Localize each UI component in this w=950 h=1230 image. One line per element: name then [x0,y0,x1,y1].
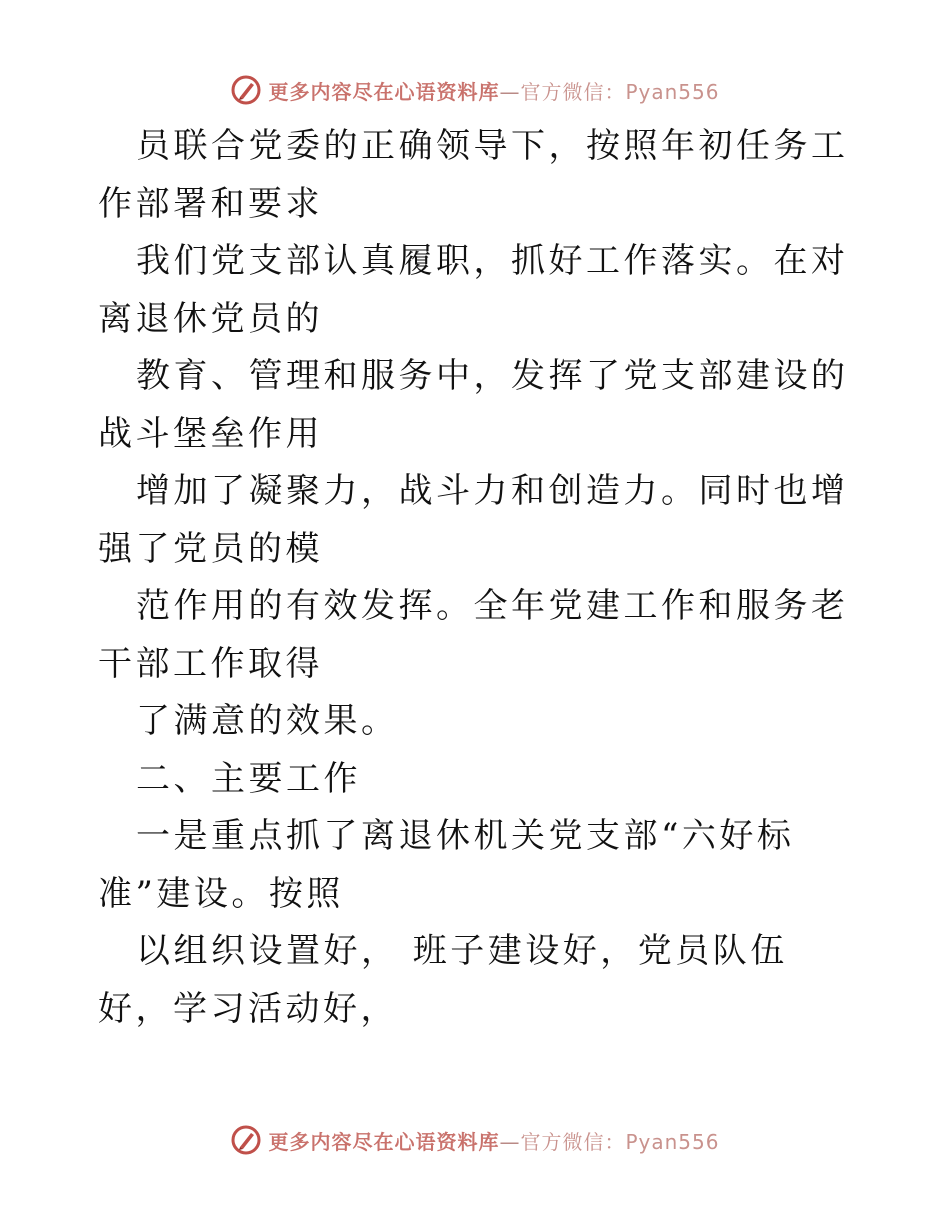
header-watermark-text [268,76,719,105]
paragraph: 员联合党委的正确领导下，按照年初任务工作部署和要求 [98,126,849,224]
paragraph: 了满意的效果。 [136,701,399,741]
footer-watermark-text [268,1126,719,1155]
footer-watermark-banner [0,1120,950,1160]
header-watermark-banner [0,70,950,110]
paragraph: 以组织设置好， 班子建设好，党员队伍好，学习活动好， [98,931,788,1029]
watermark-contact: 官方微信：Pyan556 [520,1129,720,1154]
watermark-lead: 更多内容尽在心语资料库 [268,1129,500,1154]
document-body [98,118,858,1038]
watermark-contact: 官方微信：Pyan556 [520,79,720,104]
watermark-dash: — [499,1129,521,1154]
paragraph: 我们党支部认真履职，抓好工作落实。在对离退休党员的 [98,241,849,339]
pen-logo-icon [230,1124,262,1156]
watermark-lead: 更多内容尽在心语资料库 [268,79,500,104]
pen-logo-icon [230,74,262,106]
paragraph: 一是重点抓了离退休机关党支部“六好标准”建设。按照 [98,816,795,914]
paragraph: 增加了凝聚力，战斗力和创造力。同时也增强了党员的模 [98,471,849,569]
paragraph: 范作用的有效发挥。全年党建工作和服务老干部工作取得 [98,586,849,684]
watermark-dash: — [499,79,521,104]
section-heading: 二、主要工作 [136,758,361,799]
paragraph: 教育、管理和服务中，发挥了党支部建设的战斗堡垒作用 [98,356,849,454]
